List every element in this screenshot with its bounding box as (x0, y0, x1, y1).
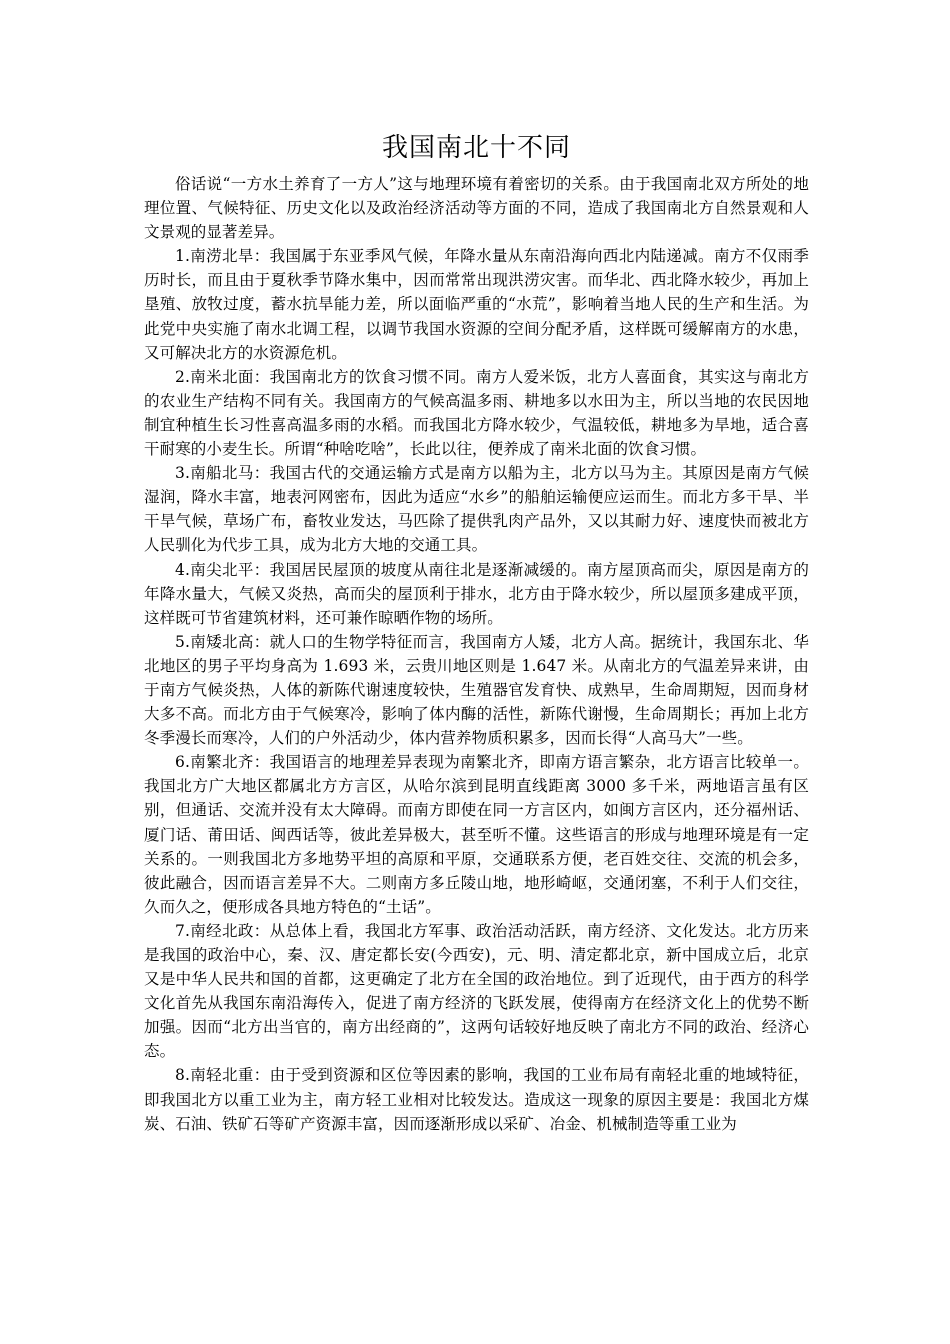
section-7-paragraph: 7.南经北政：从总体上看，我国北方军事、政治活动活跃，南方经济、文化发达。北方历来是我国的政治中心，秦、汉、唐定都长安(今西安)，元、明、清定都北京，新中国成立后，北京又是中华人民共和国的首都，这更确定了北方在全国的政治地位。到了近现代，由于西方的科学文化首先从我国东南沿海传入，促进了南方经济的飞跃发展，使得南方在经济文化上的优势不断加强。因而“北方出当官的，南方出经商的”，这两句话较好地反映了南北方不同的政治、经济心态。 (144, 921, 809, 1061)
section-6-paragraph: 6.南繁北齐：我国语言的地理差异表现为南繁北齐，即南方语言繁杂，北方语言比较单一。我国北方广大地区都属北方方言区，从哈尔滨到昆明直线距离 3000 多千米，两地语言虽有区别，但通话、交流并没有太大障碍。而南方即使在同一方言区内，如闽方言区内，还分福州话、厦门话、莆田话、闽西话等，彼此差异极大，甚至听不懂。这些语言的形成与地理环境是有一定关系的。一则我国北方多地势平坦的高原和平原，交通联系方便，老百姓交往、交流的机会多，彼此融合，因而语言差异不大。二则南方多丘陵山地，地形崎岖，交通闭塞，不利于人们交往，久而久之，便形成各具地方特色的“土话”。 (144, 753, 809, 916)
section-4-paragraph: 4.南尖北平：我国居民屋顶的坡度从南往北是逐渐减缓的。南方屋顶高而尖，原因是南方的年降水量大，气候又炎热，高而尖的屋顶利于排水，北方由于降水较少，所以屋顶多建成平顶，这样既可节省建筑材料，还可兼作晾晒作物的场所。 (144, 560, 809, 627)
document-page (144, 128, 809, 1136)
section-8-paragraph: 8.南轻北重：由于受到资源和区位等因素的影响，我国的工业布局有南轻北重的地域特征，即我国北方以重工业为主，南方轻工业相对比较发达。造成这一现象的原因主要是：我国北方煤炭、石油、铁矿石等矿产资源丰富，因而逐渐形成以采矿、冶金、机械制造等重工业为 (144, 1066, 809, 1133)
section-1-paragraph: 1.南涝北旱：我国属于东亚季风气候，年降水量从东南沿海向西北内陆递减。南方不仅雨季历时长，而且由于夏秋季节降水集中，因而常常出现洪涝灾害。而华北、西北降水较少，再加上垦殖、放牧过度，蓄水抗旱能力差，所以面临严重的“水荒”，影响着当地人民的生产和生活。为此党中央实施了南水北调工程，以调节我国水资源的空间分配矛盾，这样既可缓解南方的水患，又可解决北方的水资源危机。 (144, 247, 809, 362)
intro-paragraph: 俗话说“一方水土养育了一方人”这与地理环境有着密切的关系。由于我国南北双方所处的地理位置、气候特征、历史文化以及政治经济活动等方面的不同，造成了我国南北方自然景观和人文景观的显著差异。 (144, 175, 809, 242)
document-title: 我国南北十不同 (381, 133, 571, 163)
section-3-paragraph: 3.南船北马：我国古代的交通运输方式是南方以船为主，北方以马为主。其原因是南方气候湿润，降水丰富，地表河网密布，因此为适应“水乡”的船舶运输便应运而生。而北方多干旱、半干旱气候，草场广布，畜牧业发达，马匹除了提供乳肉产品外，又以其耐力好、速度快而被北方人民驯化为代步工具，成为北方大地的交通工具。 (144, 464, 809, 555)
section-2-paragraph: 2.南米北面：我国南北方的饮食习惯不同。南方人爱米饭，北方人喜面食，其实这与南北方的农业生产结构不同有关。我国南方的气候高温多雨、耕地多以水田为主，所以当地的农民因地制宜种植生长习性喜高温多雨的水稻。而我国北方降水较少，气温较低，耕地多为旱地，适合喜干耐寒的小麦生长。所谓“种啥吃啥”，长此以往，便养成了南米北面的饮食习惯。 (144, 367, 809, 459)
section-5-paragraph: 5.南矮北高：就人口的生物学特征而言，我国南方人矮，北方人高。据统计，我国东北、华北地区的男子平均身高为 1.693 米，云贵川地区则是 1.647 米。从南北方的气温差异来讲，由于南方气候炎热，人体的新陈代谢速度较快，生殖器官发育快、成熟早，生命周期短，因而身材大多不高。而北方由于气候寒冷，影响了体内酶的活性，新陈代谢慢，生命周期长；再加上北方冬季漫长而寒冷，人们的户外活动少，体内营养物质积累多，因而长得“人高马大”一些。 (144, 632, 809, 748)
